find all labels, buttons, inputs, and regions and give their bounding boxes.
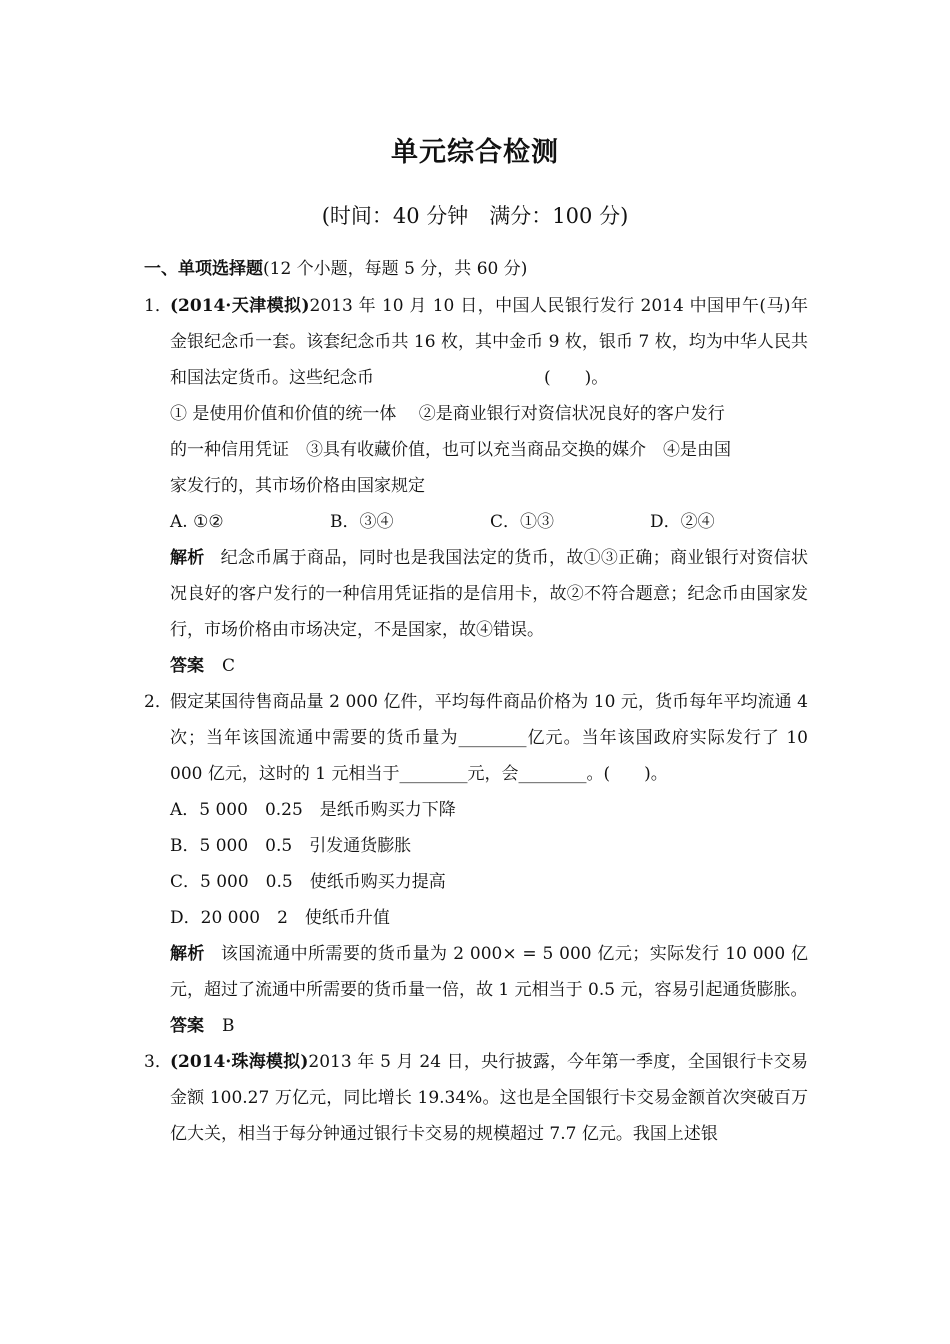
question-2-body xyxy=(170,792,808,1044)
analysis-label: 解析 xyxy=(170,944,205,964)
analysis-text: 该国流通中所需要的货币量为 2 000× = 5 000 亿元；实际发行 10 000 亿元，超过了流通中所需要的货币量一倍，故 1 元相当于 0.5 元，容易引起通货膨胀。 xyxy=(170,944,808,1000)
page-title: 单元综合检测 xyxy=(391,137,559,168)
option-a: A．5 000 0.25 是纸币购买力下降 xyxy=(170,800,456,820)
section-title: 一、单项选择题 xyxy=(144,259,263,279)
statement-line: ① 是使用价值和价值的统一体 ②是商业银行对资信状况良好的客户发行 xyxy=(170,404,725,424)
option-b: B．③④ xyxy=(330,512,394,532)
question-number: 1． xyxy=(144,296,172,316)
answer xyxy=(170,648,808,684)
option-d: D．②④ xyxy=(650,512,715,532)
answer-label: 答案 xyxy=(170,1016,204,1036)
analysis xyxy=(170,936,808,1008)
statement-line: 的一种信用凭证 ③具有收藏价值，也可以充当商品交换的媒介 ④是由国 xyxy=(170,440,731,460)
question-stem xyxy=(170,1044,808,1152)
answer-value: B xyxy=(222,1016,235,1036)
analysis-label: 解析 xyxy=(170,548,205,568)
analysis xyxy=(170,540,808,648)
question-stem-text: 2013 年 5 月 24 日，央行披露，今年第一季度，全国银行卡交易金额 100.27 万亿元，同比增长 19.34%。这也是全国银行卡交易金额首次突破百万亿大关，相当于每分钟通过银行卡交易的规模超过 7.7 亿元。我国上述银 xyxy=(170,1052,808,1144)
question-number: 3． xyxy=(144,1052,172,1072)
answer xyxy=(170,1008,808,1044)
options-row xyxy=(170,504,808,540)
option-c: C．①③ xyxy=(490,512,555,532)
answer-value: C xyxy=(222,656,236,676)
questions xyxy=(144,288,808,1152)
question-stem-text: 2013 年 10 月 10 日，中国人民银行发行 2014 中国甲午(马)年金银纪念币一套。该套纪念币共 16 枚，其中金币 9 枚，银币 7 枚，均为中华人民共和国法定货币。这些纪念币 ( )。 xyxy=(170,296,808,388)
option-d: D．20 000 2 使纸币升值 xyxy=(170,908,390,928)
section-heading xyxy=(144,254,527,279)
question-source: (2014·珠海模拟) xyxy=(170,1052,309,1072)
analysis-text: 纪念币属于商品，同时也是我国法定的货币，故①③正确；商业银行对资信状况良好的客户发行的一种信用凭证指的是信用卡，故②不符合题意；纪念币由国家发行，市场价格由市场决定，不是国家，故④错误。 xyxy=(170,548,809,640)
option-c: C．5 000 0.5 使纸币购买力提高 xyxy=(170,872,446,892)
question-stem xyxy=(170,288,808,396)
question-stem-text: 假定某国待售商品量 2 000 亿件，平均每件商品价格为 10 元，货币每年平均流通 4 次；当年该国流通中需要的货币量为________亿元。当年该国政府实际发行了 10 000 亿元，这时的 1 元相当于________元，会________。( )。 xyxy=(170,692,808,784)
question-source: (2014·天津模拟) xyxy=(170,296,310,316)
option-b: B．5 000 0.5 引发通货膨胀 xyxy=(170,836,412,856)
statement-line: 家发行的，其市场价格由国家规定 xyxy=(170,476,425,496)
answer-label: 答案 xyxy=(170,656,204,676)
question-number: 2． xyxy=(144,692,172,712)
exam-info: (时间：40 分钟 满分：100 分) xyxy=(321,204,629,228)
question-1 xyxy=(144,288,808,396)
question-1-body xyxy=(170,396,808,684)
question-3 xyxy=(144,1044,808,1152)
section-note: (12 个小题，每题 5 分，共 60 分) xyxy=(263,259,528,279)
option-a: A. ①② xyxy=(170,512,224,532)
question-2 xyxy=(144,684,808,792)
